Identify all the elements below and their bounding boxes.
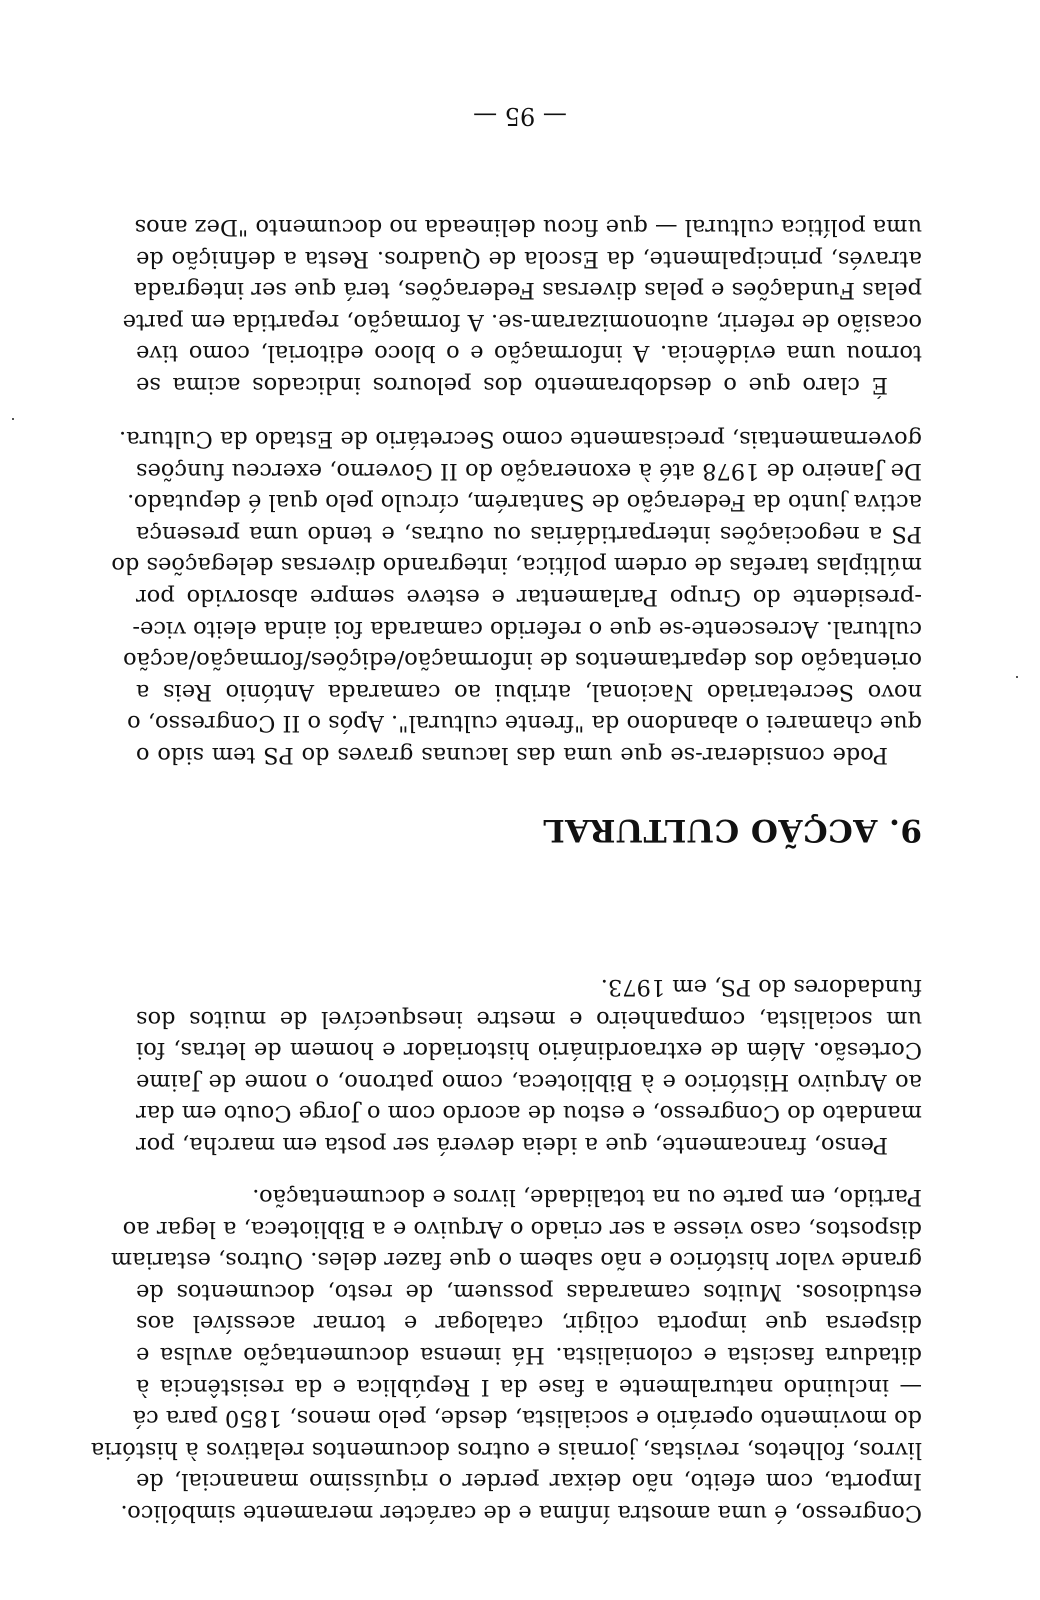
text-line: — incluindo naturalmente a fase da I República e da resistência à	[136, 1373, 922, 1400]
paragraph-2-text	[136, 970, 922, 1160]
section-heading: 9. ACÇÃO CULTURAL	[542, 812, 922, 848]
paragraph-2	[136, 970, 922, 1160]
text-line: mandato do Congresso, e estou de acordo com o Jorge Couto em dar	[136, 1100, 922, 1127]
text-line: governamentais, precisamente como Secretário de Estado da Cultura.	[119, 426, 922, 453]
text-line: ditadura fascista e colonialista. Há imensa documentação avulsa e	[136, 1342, 922, 1369]
text-line: Congresso, é uma amostra ínfima e de carácter meramente simbólico.	[120, 1500, 922, 1526]
text-line: Importa, com efeito, não deixar perder o riquíssimo manancial, de	[136, 1468, 922, 1495]
text-line: ao Arquivo Histórico e à Biblioteca, como patrono, o nome de Jaime	[136, 1068, 922, 1095]
text-line: orientação dos departamentos de informação/edições/formação/acção	[123, 647, 922, 674]
text-line: De Janeiro de 1978 até à exoneração do II Governo, exerceu funções	[136, 457, 922, 484]
text-line: grande valor histórico e não sabem o que fazer deles. Outros, estariam	[110, 1247, 922, 1274]
text-line: PS a negociações interpartidárias ou outras, e tendo uma presença	[136, 520, 922, 547]
text-line: uma política cultural — que ficou delineada no documento "Dez anos	[134, 214, 922, 241]
text-line: cultural. Acrescente-se que o referido camarada foi ainda eleito vice-	[132, 615, 922, 642]
text-line: livros, folhetos, revistas, jornais e outros documentos relativos à história	[90, 1436, 922, 1463]
scan-speck	[12, 418, 14, 420]
paragraph-3-text	[111, 422, 922, 770]
text-line: É claro que o desdobramento dos pelouros indicados acima se	[136, 372, 888, 398]
text-line: múltiplas tarefas de ordem política, integrando diversas delegações do	[111, 552, 922, 579]
text-line: Cortesão. Além de extraordinário historiador e homem de letras, foi	[136, 1037, 922, 1064]
scan-speck	[1016, 676, 1018, 678]
text-line: estudiosos. Muitos camaradas possuem, de resto, documentos de	[136, 1278, 922, 1305]
text-line: que chamarei o abandono da "frente cultural". Após o II Congresso, o	[127, 710, 922, 737]
paragraph-4	[122, 210, 922, 400]
text-line: ocasião de referir, autonomizaram-se. A formação, repartida em parte	[122, 308, 922, 335]
text-line: novo Secretariado Nacional, atribui ao camarada António Reis a	[136, 678, 922, 705]
text-line: um socialista, companheiro e mestre inesquecível de muitos dos	[136, 1005, 922, 1032]
text-line: activa junto da Federação de Santarém, círculo pelo qual é deputado.	[127, 489, 922, 516]
paragraph-3	[111, 422, 922, 770]
text-line: Penso, francamente, que a ideia deverá ser posta em marcha, por	[136, 1132, 888, 1158]
text-line: do movimento operário e socialista, desde, pelo menos, 1850 para cá	[132, 1405, 922, 1432]
paragraph-1	[90, 1180, 922, 1528]
text-line: dispostos, caso viesse a ser criado o Arquivo e a Biblioteca, a legar ao	[122, 1215, 922, 1242]
text-line: fundadores do PS, em 1973.	[600, 974, 922, 1001]
paragraph-1-text	[90, 1180, 922, 1528]
paragraph-4-text	[122, 210, 922, 400]
text-line: tornou uma evidência. A informação e o bloco editorial, como tive	[136, 340, 922, 367]
text-line: -presidente do Grupo Parlamentar e esteve sempre absorvido por	[136, 584, 922, 611]
text-line: dispersa que importa coligir, catalogar e tornar acessível aos	[136, 1310, 922, 1337]
text-line: através, principalmente, da Escola de Quadros. Resta a definição de	[136, 245, 922, 272]
page-number: — 95 —	[473, 102, 567, 130]
text-line: Partido, em parte ou na totalidade, livros e documentação.	[252, 1184, 922, 1211]
text-line: pelas Fundações e pelas diversas Federações, terá que ser integrada	[133, 277, 922, 304]
text-line: Pode considerar-se que uma das lacunas graves do PS tem sido o	[136, 742, 888, 768]
